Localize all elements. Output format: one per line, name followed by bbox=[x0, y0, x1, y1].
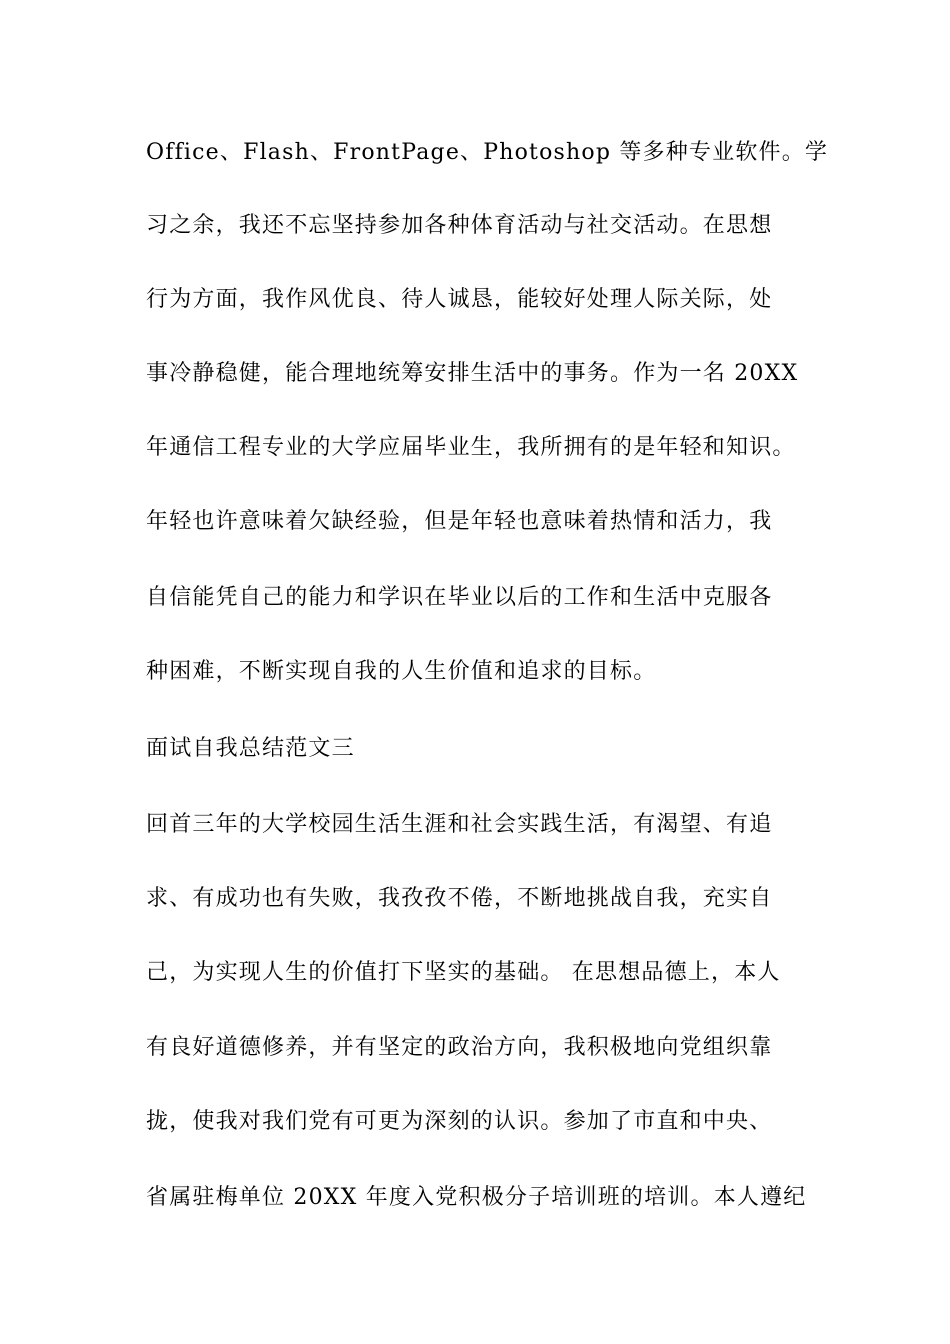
text-line-3: 行为方面，我作风优良、待人诚恳，能较好处理人际关际，处 bbox=[146, 287, 773, 312]
text-line-6: 年轻也许意味着欠缺经验，但是年轻也意味着热情和活力，我 bbox=[146, 509, 773, 534]
text-line-5: 年通信工程专业的大学应届毕业生，我所拥有的是年轻和知识。 bbox=[146, 435, 796, 460]
text-line-8: 种困难，不断实现自我的人生价值和追求的目标。 bbox=[146, 659, 657, 684]
text-line-11: 求、有成功也有失败，我孜孜不倦，不断地挑战自我，充实自 bbox=[146, 886, 773, 911]
text-line-12: 己，为实现人生的价值打下坚实的基础。 在思想品德上，本人 bbox=[146, 960, 781, 985]
text-line-2: 习之余，我还不忘坚持参加各种体育活动与社交活动。在思想 bbox=[146, 213, 773, 238]
section-heading: 面试自我总结范文三 bbox=[146, 736, 355, 761]
text-line-13: 有良好道德修养，并有坚定的政治方向，我积极地向党组织靠 bbox=[146, 1035, 773, 1060]
text-line-1: Office、Flash、FrontPage、Photoshop 等多种专业软件。学 bbox=[146, 140, 829, 165]
text-line-7: 自信能凭自己的能力和学识在毕业以后的工作和生活中克服各 bbox=[146, 585, 773, 610]
text-line-14: 拢，使我对我们党有可更为深刻的认识。参加了市直和中央、 bbox=[146, 1109, 773, 1134]
text-line-10: 回首三年的大学校园生活生涯和社会实践生活，有渴望、有追 bbox=[146, 812, 773, 837]
text-line-15: 省属驻梅单位 20XX 年度入党积极分子培训班的培训。本人遵纪 bbox=[146, 1185, 807, 1210]
text-line-4: 事冷静稳健，能合理地统筹安排生活中的事务。作为一名 20XX bbox=[146, 361, 799, 386]
